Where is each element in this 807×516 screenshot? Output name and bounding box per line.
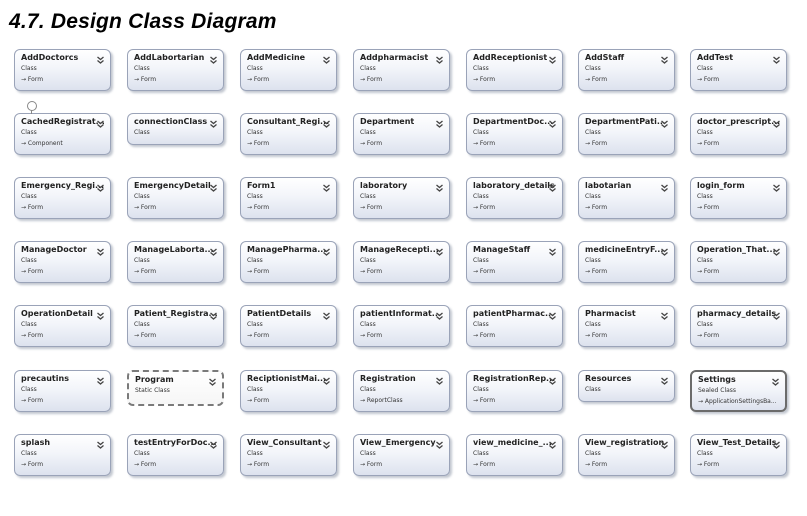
class-name: ManageDoctor: [21, 245, 87, 254]
double-chevron-down-icon[interactable]: [96, 373, 105, 382]
class-name: ManageStaff: [473, 245, 531, 254]
class-box[interactable]: [690, 305, 787, 347]
class-kind: Class: [21, 129, 37, 136]
class-name: OperationDetail: [21, 309, 93, 318]
class-kind: Class: [697, 129, 713, 136]
double-chevron-down-icon[interactable]: [660, 244, 669, 253]
double-chevron-down-icon[interactable]: [209, 116, 218, 125]
double-chevron-down-icon[interactable]: [96, 180, 105, 189]
class-kind: Class: [585, 193, 601, 200]
base-class: → Form: [360, 204, 383, 211]
class-kind: Class: [134, 65, 150, 72]
base-class: → Form: [473, 204, 496, 211]
class-box[interactable]: [690, 49, 787, 91]
class-name: ManagePharma...: [247, 245, 327, 254]
class-box[interactable]: [127, 177, 224, 219]
base-class: → Form: [21, 204, 44, 211]
class-name: View_Test_Details: [697, 438, 777, 447]
double-chevron-down-icon[interactable]: [322, 373, 331, 382]
double-chevron-down-icon[interactable]: [435, 308, 444, 317]
class-kind: Class: [247, 386, 263, 393]
base-class: → Form: [585, 332, 608, 339]
double-chevron-down-icon[interactable]: [435, 244, 444, 253]
class-name: Department: [360, 117, 415, 126]
double-chevron-down-icon[interactable]: [322, 308, 331, 317]
class-kind: Class: [21, 450, 37, 457]
class-name: RegistrationRep...: [473, 374, 556, 383]
class-kind: Class: [585, 129, 601, 136]
double-chevron-down-icon[interactable]: [96, 116, 105, 125]
class-box[interactable]: [466, 241, 563, 283]
class-box[interactable]: [466, 434, 563, 476]
base-class: → Form: [697, 332, 720, 339]
class-box[interactable]: [14, 305, 111, 347]
class-box[interactable]: [578, 49, 675, 91]
class-name: testEntryForDoc...: [134, 438, 217, 447]
double-chevron-down-icon[interactable]: [548, 244, 557, 253]
base-class: → Form: [247, 332, 270, 339]
class-name: DepartmentDoc...: [473, 117, 554, 126]
base-class: → Form: [360, 332, 383, 339]
class-kind: Class: [247, 321, 263, 328]
class-box[interactable]: [127, 370, 224, 406]
class-name: Form1: [247, 181, 276, 190]
class-name: doctor_prescript...: [697, 117, 781, 126]
double-chevron-down-icon[interactable]: [660, 308, 669, 317]
base-class: → Form: [21, 332, 44, 339]
double-chevron-down-icon[interactable]: [660, 116, 669, 125]
base-class: → ApplicationSettingsBa...: [698, 398, 777, 405]
double-chevron-down-icon[interactable]: [209, 180, 218, 189]
class-kind: Class: [585, 450, 601, 457]
class-box[interactable]: [466, 49, 563, 91]
class-name: laboratory: [360, 181, 408, 190]
base-class: → Form: [585, 140, 608, 147]
class-kind: Class: [360, 386, 376, 393]
class-box[interactable]: [578, 370, 675, 402]
class-name: ReciptionistMai...: [247, 374, 327, 383]
class-box[interactable]: [690, 113, 787, 155]
class-name: Addpharmacist: [360, 53, 429, 62]
base-class: → Form: [247, 76, 270, 83]
double-chevron-down-icon[interactable]: [772, 244, 781, 253]
double-chevron-down-icon[interactable]: [772, 180, 781, 189]
class-name: AddLabortarian: [134, 53, 205, 62]
double-chevron-down-icon[interactable]: [209, 308, 218, 317]
double-chevron-down-icon[interactable]: [660, 52, 669, 61]
double-chevron-down-icon[interactable]: [548, 308, 557, 317]
class-kind: Class: [247, 193, 263, 200]
class-kind: Class: [360, 450, 376, 457]
class-box[interactable]: [14, 177, 111, 219]
class-kind: Class: [360, 65, 376, 72]
base-class: → Form: [473, 268, 496, 275]
base-class: → Form: [360, 76, 383, 83]
double-chevron-down-icon[interactable]: [322, 52, 331, 61]
class-kind: Class: [21, 257, 37, 264]
class-name: medicineEntryF...: [585, 245, 664, 254]
class-name: patientPharmac...: [473, 309, 555, 318]
class-box[interactable]: [353, 370, 450, 412]
base-class: → Form: [697, 461, 720, 468]
base-class: → Form: [134, 332, 157, 339]
base-class: → Form: [134, 461, 157, 468]
base-class: → Form: [585, 268, 608, 275]
class-kind: Class: [585, 65, 601, 72]
base-class: → Form: [360, 461, 383, 468]
class-name: CachedRegistrat...: [21, 117, 105, 126]
double-chevron-down-icon[interactable]: [96, 437, 105, 446]
base-class: → Form: [21, 461, 44, 468]
base-class: → Form: [360, 268, 383, 275]
base-class: → Form: [134, 76, 157, 83]
class-name: Pharmacist: [585, 309, 636, 318]
class-name: Emergency_Regi...: [21, 181, 105, 190]
class-kind: Class: [585, 257, 601, 264]
class-name: pharmacy_details: [697, 309, 777, 318]
double-chevron-down-icon[interactable]: [435, 180, 444, 189]
class-name: DepartmentPati...: [585, 117, 666, 126]
class-name: AddMedicine: [247, 53, 306, 62]
class-kind: Class: [697, 193, 713, 200]
base-class: → Form: [697, 140, 720, 147]
base-class: → Form: [585, 204, 608, 211]
class-box[interactable]: [578, 241, 675, 283]
class-box[interactable]: [127, 49, 224, 91]
double-chevron-down-icon[interactable]: [548, 373, 557, 382]
class-kind: Class: [473, 450, 489, 457]
class-box[interactable]: [240, 49, 337, 91]
double-chevron-down-icon[interactable]: [96, 52, 105, 61]
class-kind: Class: [585, 386, 601, 393]
base-class: → Form: [473, 76, 496, 83]
class-box[interactable]: [690, 434, 787, 476]
class-name: laboratory_details: [473, 181, 555, 190]
class-kind: Class: [134, 193, 150, 200]
base-class: → Form: [247, 140, 270, 147]
class-name: labotarian: [585, 181, 632, 190]
class-kind: Class: [21, 193, 37, 200]
class-box[interactable]: [578, 113, 675, 155]
class-name: AddReceptionist: [473, 53, 548, 62]
class-name: View_Consultant: [247, 438, 322, 447]
class-box[interactable]: [240, 177, 337, 219]
base-class: → Form: [21, 76, 44, 83]
class-name: View_Emergency: [360, 438, 436, 447]
base-class: → Component: [21, 140, 63, 147]
class-name: Resources: [585, 374, 632, 383]
double-chevron-down-icon[interactable]: [435, 373, 444, 382]
class-box[interactable]: [240, 370, 337, 412]
double-chevron-down-icon[interactable]: [771, 374, 780, 383]
class-box[interactable]: [14, 370, 111, 412]
class-name: ManageRecepti...: [360, 245, 439, 254]
double-chevron-down-icon[interactable]: [96, 244, 105, 253]
class-box[interactable]: [353, 241, 450, 283]
class-kind: Class: [134, 321, 150, 328]
base-class: → Form: [360, 140, 383, 147]
class-kind: Class: [697, 257, 713, 264]
class-kind: Class: [697, 450, 713, 457]
class-kind: Static Class: [135, 387, 170, 394]
class-box[interactable]: [240, 113, 337, 155]
class-name: Program: [135, 375, 174, 384]
class-name: login_form: [697, 181, 745, 190]
class-kind: Class: [473, 257, 489, 264]
double-chevron-down-icon[interactable]: [772, 116, 781, 125]
class-box[interactable]: [690, 177, 787, 219]
base-class: → Form: [473, 140, 496, 147]
double-chevron-down-icon[interactable]: [548, 52, 557, 61]
page-title: 4.7. Design Class Diagram: [9, 10, 277, 33]
class-name: PatientDetails: [247, 309, 312, 318]
base-class: → Form: [247, 204, 270, 211]
base-class: → Form: [21, 268, 44, 275]
interface-connector: [31, 110, 32, 114]
class-box[interactable]: [353, 49, 450, 91]
double-chevron-down-icon[interactable]: [322, 437, 331, 446]
class-box[interactable]: [127, 305, 224, 347]
class-name: Patient_Registra...: [134, 309, 218, 318]
class-name: ManageLaborta...: [134, 245, 214, 254]
class-kind: Class: [697, 321, 713, 328]
class-name: View_registration: [585, 438, 665, 447]
class-kind: Class: [21, 321, 37, 328]
class-name: connectionClass: [134, 117, 208, 126]
double-chevron-down-icon[interactable]: [322, 116, 331, 125]
base-class: → Form: [585, 461, 608, 468]
class-name: AddTest: [697, 53, 734, 62]
class-kind: Class: [473, 129, 489, 136]
class-name: AddStaff: [585, 53, 625, 62]
class-box[interactable]: [14, 49, 111, 91]
double-chevron-down-icon[interactable]: [322, 180, 331, 189]
double-chevron-down-icon[interactable]: [660, 180, 669, 189]
double-chevron-down-icon[interactable]: [96, 308, 105, 317]
class-box[interactable]: [14, 113, 111, 155]
double-chevron-down-icon[interactable]: [660, 373, 669, 382]
class-name: precautins: [21, 374, 69, 383]
base-class: → Form: [247, 397, 270, 404]
class-box[interactable]: [127, 241, 224, 283]
double-chevron-down-icon[interactable]: [208, 374, 217, 383]
class-box[interactable]: [353, 305, 450, 347]
class-kind: Class: [247, 129, 263, 136]
base-class: → Form: [134, 268, 157, 275]
class-kind: Class: [134, 257, 150, 264]
class-kind: Class: [21, 65, 37, 72]
class-name: Settings: [698, 375, 736, 384]
class-name: Operation_That...: [697, 245, 776, 254]
base-class: → Form: [473, 397, 496, 404]
class-box[interactable]: [353, 113, 450, 155]
class-box[interactable]: [353, 177, 450, 219]
base-class: → ReportClass: [360, 397, 403, 404]
class-box[interactable]: [240, 434, 337, 476]
base-class: → Form: [697, 204, 720, 211]
base-class: → Form: [247, 461, 270, 468]
class-name: view_medicine_...: [473, 438, 552, 447]
base-class: → Form: [473, 332, 496, 339]
class-name: Registration: [360, 374, 416, 383]
class-box[interactable]: [127, 434, 224, 476]
double-chevron-down-icon[interactable]: [435, 52, 444, 61]
class-kind: Class: [360, 321, 376, 328]
class-box[interactable]: [14, 241, 111, 283]
class-kind: Class: [360, 129, 376, 136]
double-chevron-down-icon[interactable]: [209, 52, 218, 61]
class-kind: Class: [360, 257, 376, 264]
double-chevron-down-icon[interactable]: [435, 116, 444, 125]
class-name: splash: [21, 438, 51, 447]
class-kind: Class: [134, 129, 150, 136]
class-box[interactable]: [466, 177, 563, 219]
double-chevron-down-icon[interactable]: [660, 437, 669, 446]
class-kind: Class: [585, 321, 601, 328]
base-class: → Form: [585, 76, 608, 83]
double-chevron-down-icon[interactable]: [548, 180, 557, 189]
class-box[interactable]: [466, 305, 563, 347]
class-box[interactable]: [578, 177, 675, 219]
double-chevron-down-icon[interactable]: [435, 437, 444, 446]
class-name: Consultant_Regi...: [247, 117, 330, 126]
class-kind: Class: [247, 65, 263, 72]
double-chevron-down-icon[interactable]: [772, 308, 781, 317]
class-box[interactable]: [240, 241, 337, 283]
class-kind: Class: [473, 386, 489, 393]
lollipop-icon: [27, 101, 37, 111]
class-box[interactable]: [690, 241, 787, 283]
class-kind: Class: [697, 65, 713, 72]
class-kind: Class: [134, 450, 150, 457]
double-chevron-down-icon[interactable]: [209, 437, 218, 446]
class-box[interactable]: [353, 434, 450, 476]
class-kind: Class: [360, 193, 376, 200]
class-name: AddDoctorcs: [21, 53, 79, 62]
class-kind: Class: [21, 386, 37, 393]
base-class: → Form: [697, 268, 720, 275]
class-kind: Sealed Class: [698, 387, 737, 394]
class-box[interactable]: [578, 434, 675, 476]
class-box[interactable]: [690, 370, 787, 412]
class-kind: Class: [247, 257, 263, 264]
class-box[interactable]: [466, 370, 563, 412]
class-box[interactable]: [14, 434, 111, 476]
class-box[interactable]: [240, 305, 337, 347]
class-box[interactable]: [127, 113, 224, 145]
class-kind: Class: [247, 450, 263, 457]
base-class: → Form: [134, 204, 157, 211]
class-name: patientInformat...: [360, 309, 441, 318]
double-chevron-down-icon[interactable]: [548, 437, 557, 446]
base-class: → Form: [21, 397, 44, 404]
class-box[interactable]: [578, 305, 675, 347]
base-class: → Form: [697, 76, 720, 83]
double-chevron-down-icon[interactable]: [772, 52, 781, 61]
class-name: EmergencyDetail: [134, 181, 211, 190]
double-chevron-down-icon[interactable]: [548, 116, 557, 125]
class-kind: Class: [473, 321, 489, 328]
double-chevron-down-icon[interactable]: [772, 437, 781, 446]
base-class: → Form: [473, 461, 496, 468]
base-class: → Form: [247, 268, 270, 275]
class-kind: Class: [473, 193, 489, 200]
class-box[interactable]: [466, 113, 563, 155]
double-chevron-down-icon[interactable]: [209, 244, 218, 253]
class-kind: Class: [473, 65, 489, 72]
double-chevron-down-icon[interactable]: [322, 244, 331, 253]
